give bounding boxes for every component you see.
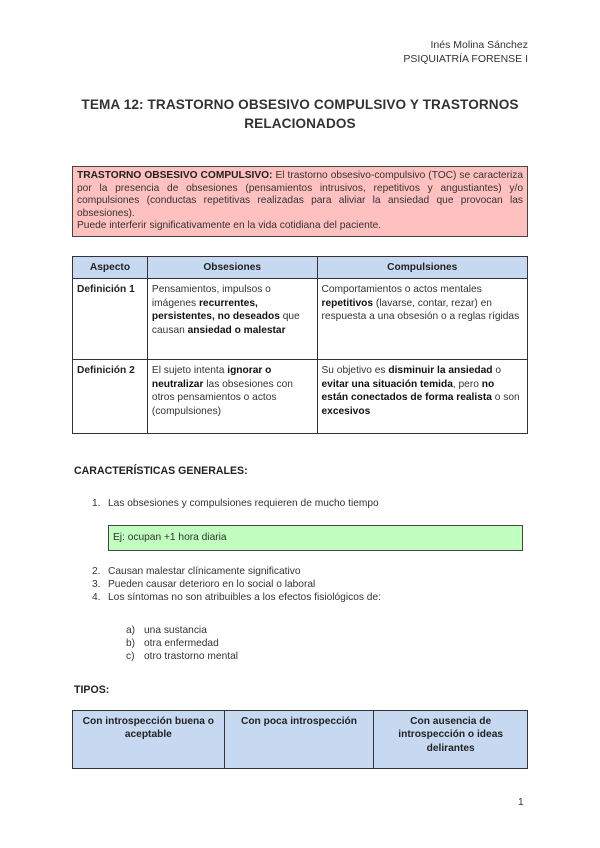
list-number: 4. <box>92 592 101 603</box>
sub-list-item <box>126 637 238 650</box>
header-aspecto: Aspecto <box>73 257 148 279</box>
obsesiones-cell <box>147 279 317 360</box>
list-text: Pueden causar deterioro en lo social o laboral <box>108 579 316 590</box>
example-box: Ej: ocupan +1 hora diaria <box>108 525 523 551</box>
text-run: , pero <box>452 378 482 390</box>
definition-note: Puede interferir significativamente en la vida cotidiana del paciente. <box>77 220 382 232</box>
course-name: PSIQUIATRÍA FORENSE I <box>403 53 528 65</box>
definition-box <box>72 166 528 237</box>
bold-text: disminuir la ansiedad <box>388 365 493 377</box>
sub-list-letter: c) <box>126 651 135 662</box>
definition-text: El trastorno obsesivo-compulsivo (TOC) se caracteriza por la presencia de obsesiones (pensamientos intrusivos, repetitivos y angustiantes) y/o compulsiones (conductas repetitivas realizadas para aliviar la ansiedad que provocan las obsesiones). <box>77 170 523 219</box>
comparison-table <box>72 256 528 434</box>
bold-text: ansiedad o malestar <box>187 324 286 336</box>
definition-paragraph <box>77 170 523 219</box>
sub-list-letter: b) <box>126 638 136 649</box>
text-run: o <box>492 365 502 377</box>
aspect-cell: Definición 2 <box>73 360 148 434</box>
bold-text: recurrentes, persistentes, no deseados <box>151 297 280 323</box>
compulsiones-cell <box>317 360 527 434</box>
sub-list-text: una sustancia <box>144 625 207 636</box>
document-header <box>403 38 528 66</box>
bold-text: ignorar o neutralizar <box>151 365 272 390</box>
text-run: Su objetivo es <box>321 365 389 377</box>
tipo-buena-introspeccion: Con introspección buena o aceptable <box>73 711 225 769</box>
table-row <box>73 279 528 360</box>
sub-list <box>126 624 238 663</box>
list-text: Las obsesiones y compulsiones requieren de mucho tiempo <box>108 498 379 509</box>
sub-list-item <box>126 624 238 637</box>
header-obsesiones: Obsesiones <box>147 257 317 279</box>
title-line-1: TEMA 12: TRASTORNO OBSESIVO COMPULSIVO Y TRASTORNOS <box>81 97 519 112</box>
table-row <box>73 360 528 434</box>
text-run: El sujeto intenta <box>151 365 228 377</box>
tipo-ausencia-introspeccion: Con ausencia de introspección o ideas delirantes <box>374 711 528 769</box>
title-line-2: RELACIONADOS <box>244 116 356 131</box>
tipos-heading: TIPOS: <box>74 684 110 696</box>
text-run: Comportamientos o actos mentales <box>321 284 482 296</box>
list-text: Causan malestar clínicamente significativo <box>108 566 301 577</box>
list-text: Los síntomas no son atribuibles a los efectos fisiológicos de: <box>108 592 381 603</box>
bold-text: evitar una situación temida <box>321 378 453 390</box>
text-run: que causan <box>151 311 300 336</box>
page-number: 1 <box>518 797 524 808</box>
list-number: 3. <box>92 579 101 590</box>
bold-text: repetitivos <box>321 297 374 309</box>
text-run: las obsesiones con otros pensamientos o actos (compulsiones) <box>151 378 293 417</box>
text-run: (lavarse, contar, rezar) en respuesta a una obsesión o a reglas rígidas <box>321 297 520 323</box>
sub-list-text: otro trastorno mental <box>144 651 238 662</box>
list-item <box>92 591 381 604</box>
sub-list-text: otra enfermedad <box>144 638 219 649</box>
text-run: Pensamientos, impulsos o imágenes <box>151 284 271 309</box>
bold-text: excesivos <box>321 405 371 417</box>
header-compulsiones: Compulsiones <box>317 257 527 279</box>
list-number: 1. <box>92 498 101 509</box>
tipos-header-row <box>73 711 528 769</box>
tipos-table <box>72 710 528 769</box>
list-item <box>92 578 381 591</box>
tipo-poca-introspeccion: Con poca introspección <box>224 711 374 769</box>
bold-text: no están conectados de forma realista <box>321 378 495 404</box>
author-name: Inés Molina Sánchez <box>430 39 528 51</box>
aspect-cell: Definición 1 <box>73 279 148 360</box>
list-item <box>92 565 381 578</box>
text-run: o son <box>491 392 520 404</box>
caracteristicas-heading: CARACTERÍSTICAS GENERALES: <box>74 465 248 477</box>
compulsiones-cell <box>317 279 527 360</box>
page-title <box>60 95 540 133</box>
list-item <box>92 497 379 510</box>
definition-term: TRASTORNO OBSESIVO COMPULSIVO: <box>77 170 273 181</box>
sub-list-letter: a) <box>126 625 136 636</box>
list-number: 2. <box>92 566 101 577</box>
sub-list-item <box>126 650 238 663</box>
comparison-header-row <box>73 257 528 279</box>
obsesiones-cell <box>147 360 317 434</box>
characteristics-list <box>92 565 381 604</box>
